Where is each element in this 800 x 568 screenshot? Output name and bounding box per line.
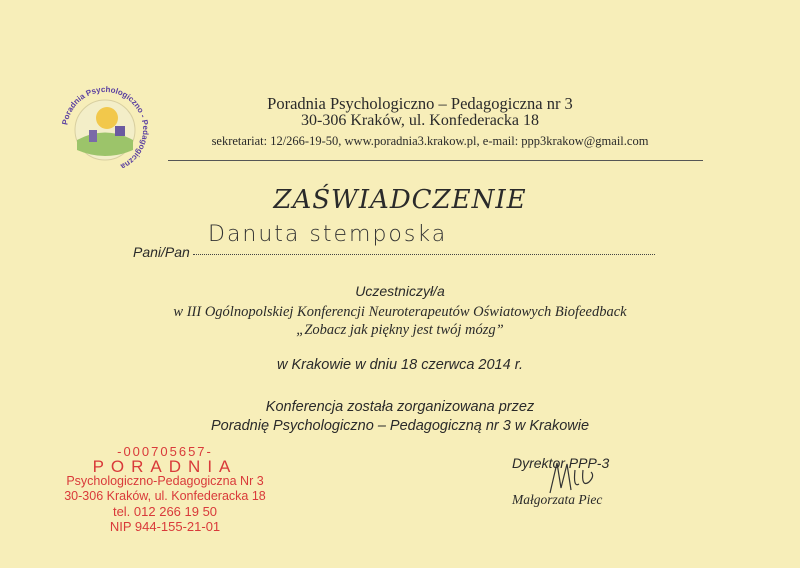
certificate-title: ZAŚWIADCZENIE <box>273 185 527 215</box>
stamp-phone: tel. 012 266 19 50 <box>112 504 218 519</box>
organization-name: Poradnia Psychologiczno – Pedagogiczna nr 3 <box>267 94 573 113</box>
organizer-name: Poradnię Psychologiczno – Pedagogiczną nr 3 w Krakowie <box>210 418 590 434</box>
director-title: Dyrektor PPP-3 <box>512 455 610 471</box>
stamp-title: PORADNIA <box>92 457 238 476</box>
institution-stamp <box>60 444 270 534</box>
recipient-name: Danuta stemposka <box>208 222 448 247</box>
logo-ring-text: Poradnia Psychologiczno - Pedagogiczna <box>60 84 151 172</box>
organized-by-text: Konferencja została zorganizowana przez <box>265 399 535 415</box>
stamp-address: 30-306 Kraków, ul. Konfederacka 18 <box>64 489 266 503</box>
stamp-nip: NIP 944-155-21-01 <box>109 519 221 534</box>
stamp-number: -000705657- <box>117 444 213 459</box>
organization-address: 30-306 Kraków, ul. Konfederacka 18 <box>301 112 539 129</box>
participation-statement: Uczestniczył/a <box>355 283 445 299</box>
organization-contact: sekretariat: 12/266-19-50, www.poradnia3.krakow.pl, e-mail: ppp3krakow@gmail.com <box>211 134 649 148</box>
recipient-dotted-line <box>193 253 655 255</box>
place-and-date: w Krakowie w dniu 18 czerwca 2014 r. <box>276 357 524 373</box>
organization-logo <box>55 80 155 185</box>
recipient-label: Pani/Pan <box>133 244 190 260</box>
director-name: Małgorzata Piec <box>512 492 603 507</box>
conference-name: w III Ogólnopolskiej Konferencji Neuroterapeutów Oświatowych Biofeedback <box>173 304 627 320</box>
header-divider <box>168 160 703 161</box>
stamp-institution: Psychologiczno-Pedagogiczna Nr 3 <box>66 474 264 488</box>
conference-motto: „Zobacz jak piękny jest twój mózg” <box>296 322 504 338</box>
